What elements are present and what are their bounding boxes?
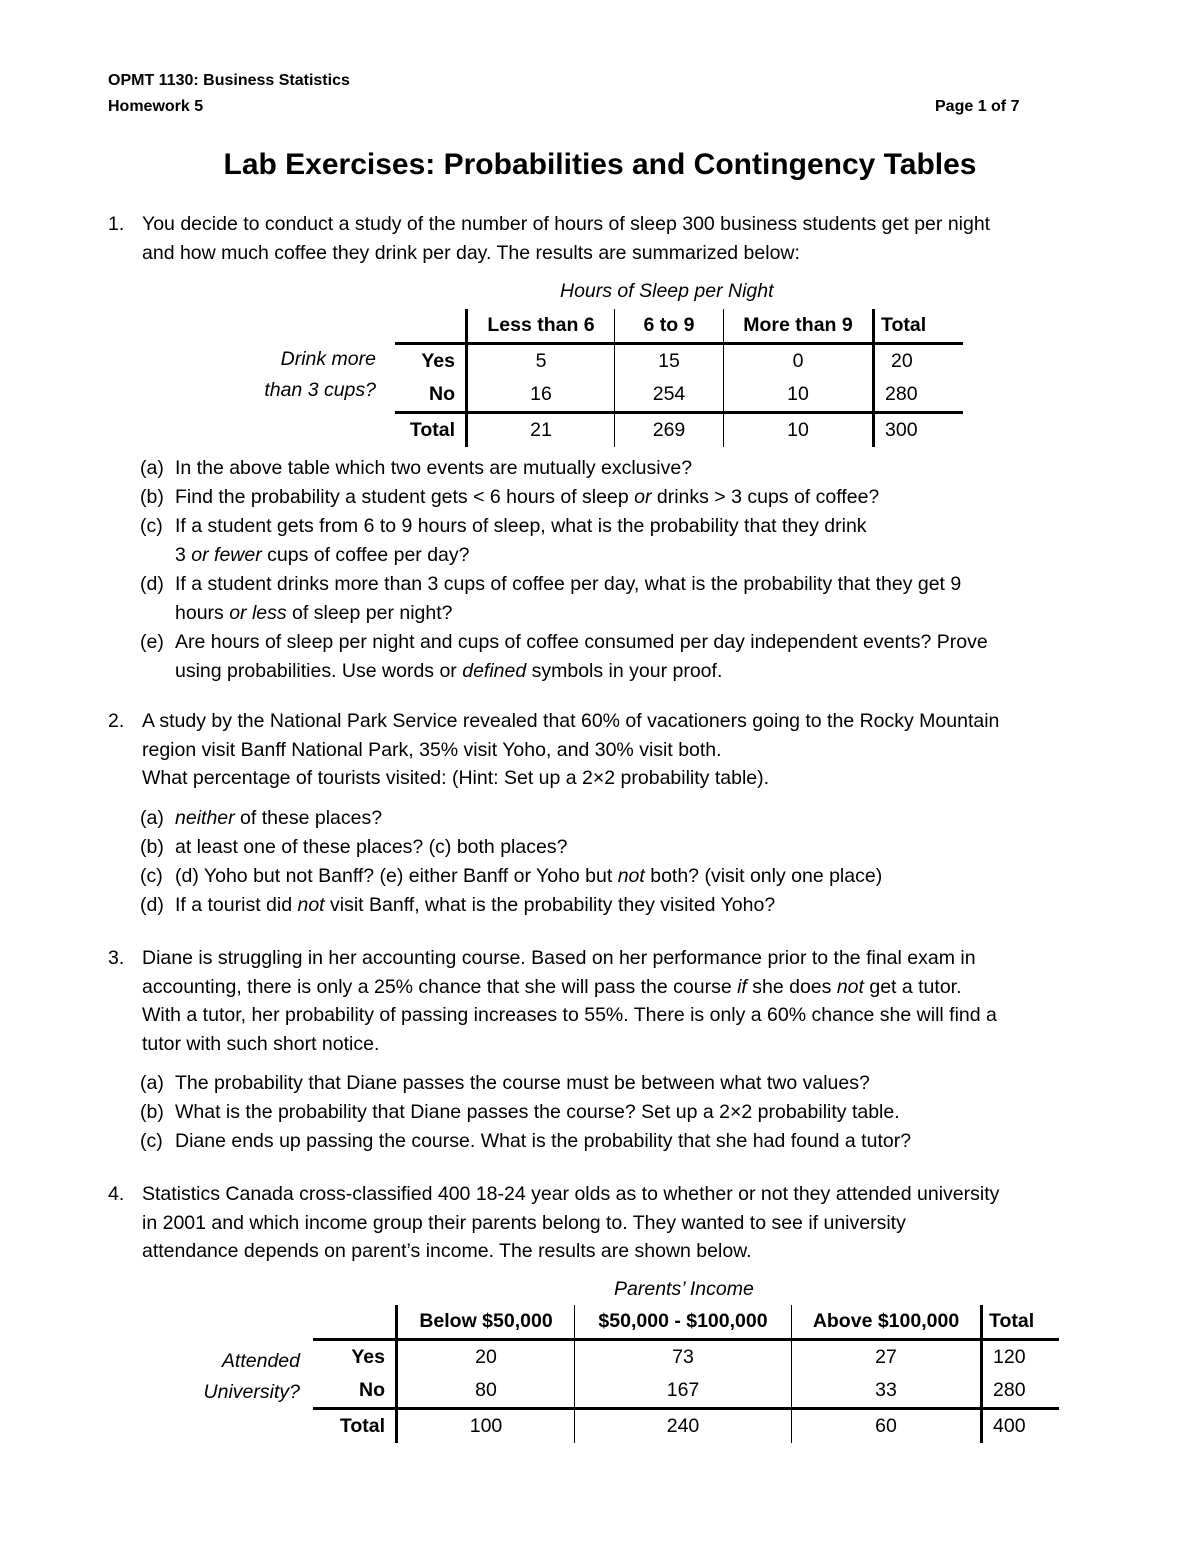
question-text-line: region visit Banff National Park, 35% visit Yoho, and 30% visit both. bbox=[142, 738, 722, 761]
part-label: (a) bbox=[140, 457, 164, 479]
part-a bbox=[140, 1069, 1100, 1098]
course-header: OPMT 1130: Business Statistics bbox=[108, 72, 350, 89]
text-fragment: she does bbox=[746, 975, 837, 998]
row-header: Yes bbox=[351, 1346, 385, 1368]
part-emphasis: or less bbox=[229, 602, 287, 624]
question-3-parts bbox=[140, 1069, 1100, 1156]
page-number: Page 1 of 7 bbox=[935, 98, 1020, 115]
column-header: Less than 6 bbox=[467, 309, 615, 344]
page-title: Lab Exercises: Probabilities and Contingency Tables bbox=[223, 148, 977, 181]
part-text: If a tourist did bbox=[175, 894, 298, 916]
row-header: No bbox=[313, 1374, 397, 1409]
table-cell: 21 bbox=[467, 413, 615, 448]
part-text: both? (visit only one place) bbox=[644, 865, 883, 887]
row-caption-line: than 3 cups? bbox=[264, 379, 376, 401]
table-cell: 73 bbox=[575, 1340, 792, 1375]
part-text: symbols in your proof. bbox=[526, 660, 723, 682]
homework-header: Homework 5 bbox=[108, 98, 204, 115]
table-cell: 100 bbox=[397, 1409, 575, 1444]
part-label: (c) bbox=[140, 1130, 163, 1152]
row-header: Total bbox=[409, 419, 455, 441]
part-label: (b) bbox=[140, 1101, 164, 1123]
row-header: Total bbox=[339, 1415, 385, 1437]
part-label: (b) bbox=[140, 486, 164, 508]
table-cell: 20 bbox=[397, 1340, 575, 1375]
question-3 bbox=[108, 944, 1108, 1058]
column-header: $50,000 - $100,000 bbox=[575, 1305, 792, 1340]
table-2-caption: Parents’ Income bbox=[614, 1278, 754, 1300]
part-a bbox=[140, 804, 1100, 833]
part-label: (a) bbox=[140, 807, 164, 829]
question-number: 3. bbox=[108, 947, 125, 969]
column-header: Below $50,000 bbox=[397, 1305, 575, 1340]
question-text-line: tutor with such short notice. bbox=[142, 1032, 380, 1055]
part-label: (b) bbox=[140, 836, 164, 858]
question-text-line: Statistics Canada cross-classified 400 18-24 year olds as to whether or not they attended university bbox=[142, 1183, 1000, 1205]
part-text: cups of coffee per day? bbox=[261, 544, 470, 566]
table-cell: 269 bbox=[615, 413, 724, 448]
part-text: of sleep per night? bbox=[286, 602, 453, 624]
table-cell: 16 bbox=[467, 378, 615, 413]
row-caption-line: Drink more bbox=[280, 348, 376, 370]
part-c bbox=[140, 512, 1100, 541]
part-label: (c) bbox=[140, 515, 163, 537]
row-header: Yes bbox=[421, 350, 455, 372]
text-emphasis: if bbox=[737, 975, 747, 998]
question-text-line: With a tutor, her probability of passing increases to 55%. There is only a 60% chance she will find a bbox=[142, 1004, 997, 1026]
part-e-cont bbox=[140, 657, 1100, 686]
part-c-cont bbox=[140, 541, 1100, 570]
column-header: Above $100,000 bbox=[792, 1305, 982, 1340]
row-caption-line: University? bbox=[203, 1381, 300, 1403]
part-emphasis: or fewer bbox=[191, 544, 262, 566]
row-caption-line: Attended bbox=[221, 1350, 300, 1372]
part-emphasis: neither bbox=[175, 807, 235, 829]
table-cell: 254 bbox=[615, 378, 724, 413]
question-text-line: You decide to conduct a study of the number of hours of sleep 300 business students get per night bbox=[142, 213, 991, 235]
table-cell: 280 bbox=[874, 378, 964, 413]
table-cell: 10 bbox=[724, 378, 874, 413]
part-text: (d) Yoho but not Banff? (e) either Banff or Yoho but bbox=[175, 865, 618, 887]
part-label: (d) bbox=[140, 894, 164, 916]
part-text: The probability that Diane passes the course must be between what two values? bbox=[175, 1072, 870, 1094]
part-d-cont bbox=[140, 599, 1100, 628]
table-cell: 280 bbox=[982, 1374, 1060, 1409]
table-2-row-caption bbox=[140, 1346, 300, 1408]
table-cell: 0 bbox=[724, 344, 874, 379]
table-cell: 10 bbox=[724, 413, 874, 448]
question-text-line bbox=[142, 973, 1108, 1002]
question-text-line: attendance depends on parent’s income. The results are shown below. bbox=[142, 1240, 752, 1262]
text-fragment: accounting, there is only a 25% chance that she will pass the course bbox=[142, 975, 738, 998]
table-cell: 120 bbox=[982, 1340, 1060, 1375]
column-header: 6 to 9 bbox=[615, 309, 724, 344]
part-c bbox=[140, 862, 1100, 891]
part-text: using probabilities. Use words or bbox=[175, 660, 463, 682]
part-text: Find the probability a student gets < 6 hours of sleep bbox=[175, 486, 635, 508]
table-cell: 15 bbox=[615, 344, 724, 379]
part-text: Are hours of sleep per night and cups of coffee consumed per day independent events? Prove bbox=[175, 631, 988, 653]
part-d bbox=[140, 570, 1100, 599]
question-number: 4. bbox=[108, 1183, 125, 1205]
question-number: 2. bbox=[108, 710, 125, 732]
part-text: If a student drinks more than 3 cups of coffee per day, what is the probability that they get 9 bbox=[175, 573, 962, 595]
part-b bbox=[140, 1098, 1100, 1127]
table-cell: 27 bbox=[792, 1340, 982, 1375]
question-text-line: and how much coffee they drink per day. The results are summarized below: bbox=[142, 241, 800, 264]
column-header: Total bbox=[874, 309, 964, 344]
part-label: (a) bbox=[140, 1072, 164, 1094]
question-1-parts bbox=[140, 454, 1100, 686]
table-1-row-caption bbox=[200, 344, 376, 406]
question-text-line: Diane is struggling in her accounting course. Based on her performance prior to the final exam in bbox=[142, 947, 976, 969]
part-emphasis: not bbox=[617, 865, 645, 887]
part-b bbox=[140, 483, 1100, 512]
part-text: 3 bbox=[175, 544, 192, 566]
part-label: (d) bbox=[140, 573, 164, 595]
table-cell: 300 bbox=[874, 413, 964, 448]
income-university-table bbox=[313, 1305, 1059, 1443]
part-emphasis: or bbox=[634, 486, 652, 508]
column-header: More than 9 bbox=[724, 309, 874, 344]
part-text: of these places? bbox=[234, 807, 383, 829]
part-label: (e) bbox=[140, 631, 164, 653]
part-text: If a student gets from 6 to 9 hours of sleep, what is the probability that they drink bbox=[175, 515, 867, 537]
text-fragment: get a tutor. bbox=[863, 975, 962, 998]
part-text: drinks > 3 cups of coffee? bbox=[651, 486, 880, 508]
part-text: at least one of these places? (c) both places? bbox=[175, 836, 568, 858]
table-cell: 80 bbox=[397, 1374, 575, 1409]
question-4 bbox=[108, 1180, 1108, 1266]
part-text: Diane ends up passing the course. What is the probability that she had found a tutor? bbox=[175, 1130, 912, 1152]
table-cell: 400 bbox=[982, 1409, 1060, 1444]
row-header: No bbox=[395, 378, 467, 413]
part-b bbox=[140, 833, 1100, 862]
sleep-coffee-table bbox=[395, 309, 963, 447]
question-text-line: A study by the National Park Service revealed that 60% of vacationers going to the Rocky Mountain bbox=[142, 710, 1000, 732]
part-text: visit Banff, what is the probability they visited Yoho? bbox=[324, 894, 776, 916]
question-text-line: What percentage of tourists visited: (Hint: Set up a 2×2 probability table). bbox=[142, 767, 770, 789]
part-d bbox=[140, 891, 1100, 920]
part-emphasis: defined bbox=[462, 660, 527, 682]
part-text: hours bbox=[175, 602, 230, 624]
question-number: 1. bbox=[108, 213, 125, 235]
table-cell: 5 bbox=[467, 344, 615, 379]
question-2 bbox=[108, 707, 1108, 793]
part-emphasis: not bbox=[297, 894, 325, 916]
table-cell: 60 bbox=[792, 1409, 982, 1444]
table-cell: 240 bbox=[575, 1409, 792, 1444]
question-2-parts bbox=[140, 804, 1100, 920]
question-text-line: in 2001 and which income group their parents belong to. They wanted to see if university bbox=[142, 1211, 906, 1234]
part-text: In the above table which two events are mutually exclusive? bbox=[175, 457, 693, 479]
table-cell: 167 bbox=[575, 1374, 792, 1409]
text-emphasis: not bbox=[836, 975, 864, 998]
part-label: (c) bbox=[140, 865, 163, 887]
part-e bbox=[140, 628, 1100, 657]
table-cell: 33 bbox=[792, 1374, 982, 1409]
table-1-caption: Hours of Sleep per Night bbox=[560, 280, 774, 302]
part-text: What is the probability that Diane passes the course? Set up a 2×2 probability table. bbox=[175, 1101, 900, 1123]
table-cell: 20 bbox=[874, 344, 964, 379]
column-header: Total bbox=[982, 1305, 1060, 1340]
question-1 bbox=[108, 210, 1108, 267]
part-a bbox=[140, 454, 1100, 483]
part-c bbox=[140, 1127, 1100, 1156]
